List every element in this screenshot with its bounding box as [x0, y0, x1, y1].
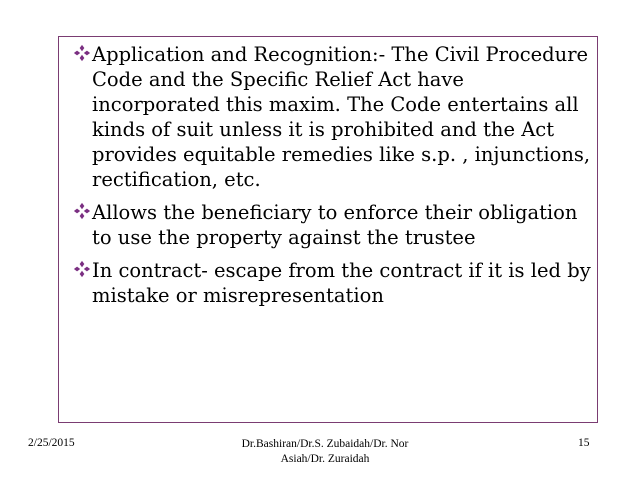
bullet-text: In contract- escape from the contract if it is led by mistake or misrepresentation: [92, 259, 591, 307]
footer-date: 2/25/2015: [28, 437, 75, 449]
four-diamond-star-icon: [73, 44, 91, 62]
four-diamond-star-icon: [73, 202, 91, 220]
bullet-list: [76, 42, 592, 316]
bullet-item: [76, 200, 592, 250]
bullet-item: [76, 42, 592, 192]
bullet-item: [76, 258, 592, 308]
page-number: 15: [578, 437, 590, 449]
footer-authors-line1: Dr.Bashiran/Dr.S. Zubaidah/Dr. Nor: [241, 438, 409, 450]
bullet-text: Application and Recognition:- The Civil Procedure Code and the Specific Relief Act have incorporated this maxim. The Code entertains all kinds of suit unless it is prohibited and the Act provides equitable remedies like s.p. , injunctions, rectification, etc.: [92, 43, 591, 191]
four-diamond-star-icon: [73, 260, 91, 278]
footer-authors-line2: Asiah/Dr. Zuraidah: [280, 453, 370, 465]
footer-authors: [210, 437, 440, 467]
bullet-text: Allows the beneficiary to enforce their obligation to use the property against the trustee: [92, 201, 578, 249]
